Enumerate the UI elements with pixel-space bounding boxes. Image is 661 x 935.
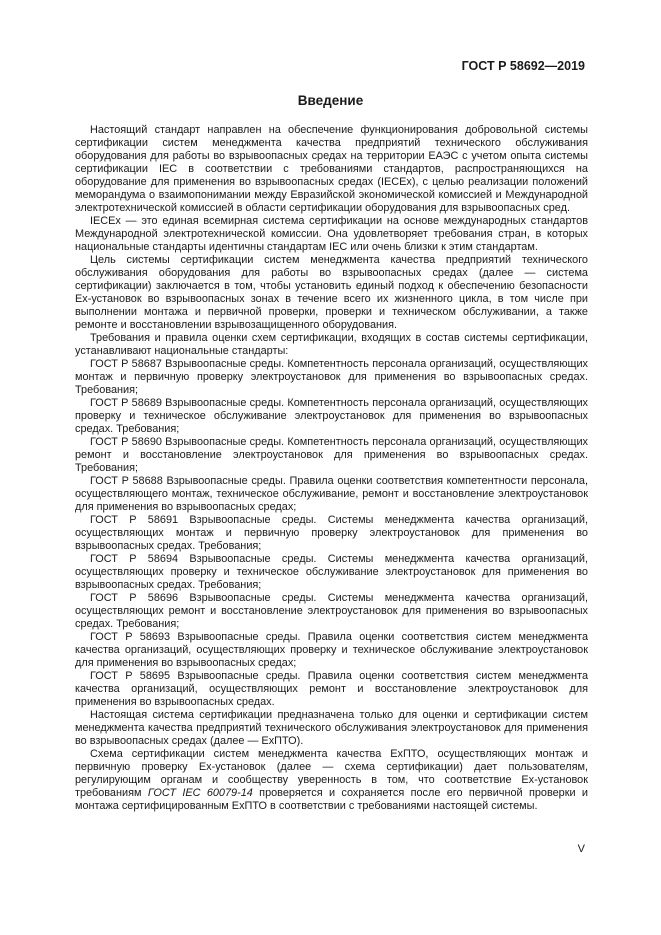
paragraph: Требования и правила оценки схем сертификации, входящих в состав системы сертификации, устанавливают национальные стандарты: xyxy=(75,332,588,357)
standard-item: ГОСТ Р 58690 Взрывоопасные среды. Компетентность персонала организаций, осуществляющих ремонт и восстановление электроустановок для применения во взрывоопасных средах. Требования; xyxy=(75,436,588,474)
standard-item: ГОСТ Р 58691 Взрывоопасные среды. Системы менеджмента качества организаций, осуществляющих монтаж и первичную проверку электроустановок для применения во взрывоопасных средах. Требования; xyxy=(75,514,588,552)
standard-item: ГОСТ Р 58688 Взрывоопасные среды. Правила оценки соответствия компетентности персонала, осуществляющего монтаж, техническое обслуживание, ремонт и восстановление электроустановок для применения во взрывоопасных средах; xyxy=(75,475,588,513)
section-title: Введение xyxy=(297,93,364,108)
paragraph: IECEx — это единая всемирная система сертификации на основе международных стандартов Международной электротехнической комиссии. Она удовлетворяет требования стран, в которых национальные стандарты идентичны стандартам IEC или очень близки к этим стандартам. xyxy=(75,215,588,253)
standard-item: ГОСТ Р 58695 Взрывоопасные среды. Правила оценки соответствия систем менеджмента качества организаций, осуществляющих ремонт и восстановление электроустановок для применения во взрывоопасных средах. xyxy=(75,670,588,708)
page-number: V xyxy=(577,843,585,855)
standard-item: ГОСТ Р 58694 Взрывоопасные среды. Системы менеджмента качества организаций, осуществляющих проверку и техническое обслуживание электроустановок для применения во взрывоопасных средах. Требования; xyxy=(75,553,588,591)
paragraph: Настоящий стандарт направлен на обеспечение функционирования добровольной системы сертификации систем менеджмента качества предприятий технического обслуживания оборудования для работы во взрывоопасных средах на территории ЕАЭС с учетом опыта системы сертификации IEC в соответствии с требованиями стандартов, распространяющихся на оборудование для применения во взрывоопасных средах (IECEx), с целью реализации положений меморандума о взаимопонимании между Евразийской экономической комиссией и Международной электротехнической комиссией в области сертификации оборудования для взрывоопасных сред. xyxy=(75,124,588,214)
standard-item: ГОСТ Р 58687 Взрывоопасные среды. Компетентность персонала организаций, осуществляющих монтаж и первичную проверку электроустановок для применения во взрывоопасных средах. Требования; xyxy=(75,358,588,396)
standard-item: ГОСТ Р 58689 Взрывоопасные среды. Компетентность персонала организаций, осуществляющих проверку и техническое обслуживание электроустановок для применения во взрывоопасных средах. Требования; xyxy=(75,397,588,435)
standard-reference: ГОСТ IEC 60079-14 xyxy=(147,787,253,799)
document-code: ГОСТ Р 58692—2019 xyxy=(461,59,585,73)
standard-item: ГОСТ Р 58693 Взрывоопасные среды. Правила оценки соответствия систем менеджмента качества организаций, осуществляющих проверку и техническое обслуживание электроустановок для применения во взрывоопасных средах; xyxy=(75,631,588,669)
paragraph: Настоящая система сертификации предназначена только для оценки и сертификации систем менеджмента качества предприятий технического обслуживания электроустановок для применения во взрывоопасных средах (далее — ExПТО). xyxy=(75,709,588,747)
paragraph-last-text-b: проверяется и сохраняется после его первичной проверки и монтажа сертифицированным ExПТО в соответствии с требованиями настоящей системы. xyxy=(75,787,588,812)
paragraph-last xyxy=(75,748,588,813)
body-text xyxy=(75,124,588,813)
paragraph-last-text-a: Схема сертификации систем менеджмента качества ExПТО, осуществляющих монтаж и первичную проверку Ex-установок (далее — схема сертификации) дает пользователям, регулирующим органам и сообществу уверенность в том, что соответствие Ex-установок требованиям xyxy=(75,748,588,799)
paragraph: Цель системы сертификации систем менеджмента качества предприятий технического обслуживания оборудования для работы во взрывоопасных средах (далее — система сертификации) заключается в том, чтобы установить единый подход к обеспечению безопасности Ex-установок во взрывоопасных зонах в течение всего их жизненного цикла, в том числе при выполнении монтажа и первичной проверки, проверки и техническом обслуживании, а также ремонте и восстановлении взрывозащищенного оборудования. xyxy=(75,254,588,331)
standard-item: ГОСТ Р 58696 Взрывоопасные среды. Системы менеджмента качества организаций, осуществляющих ремонт и восстановление электроустановок для применения во взрывоопасных средах. Требования; xyxy=(75,592,588,630)
